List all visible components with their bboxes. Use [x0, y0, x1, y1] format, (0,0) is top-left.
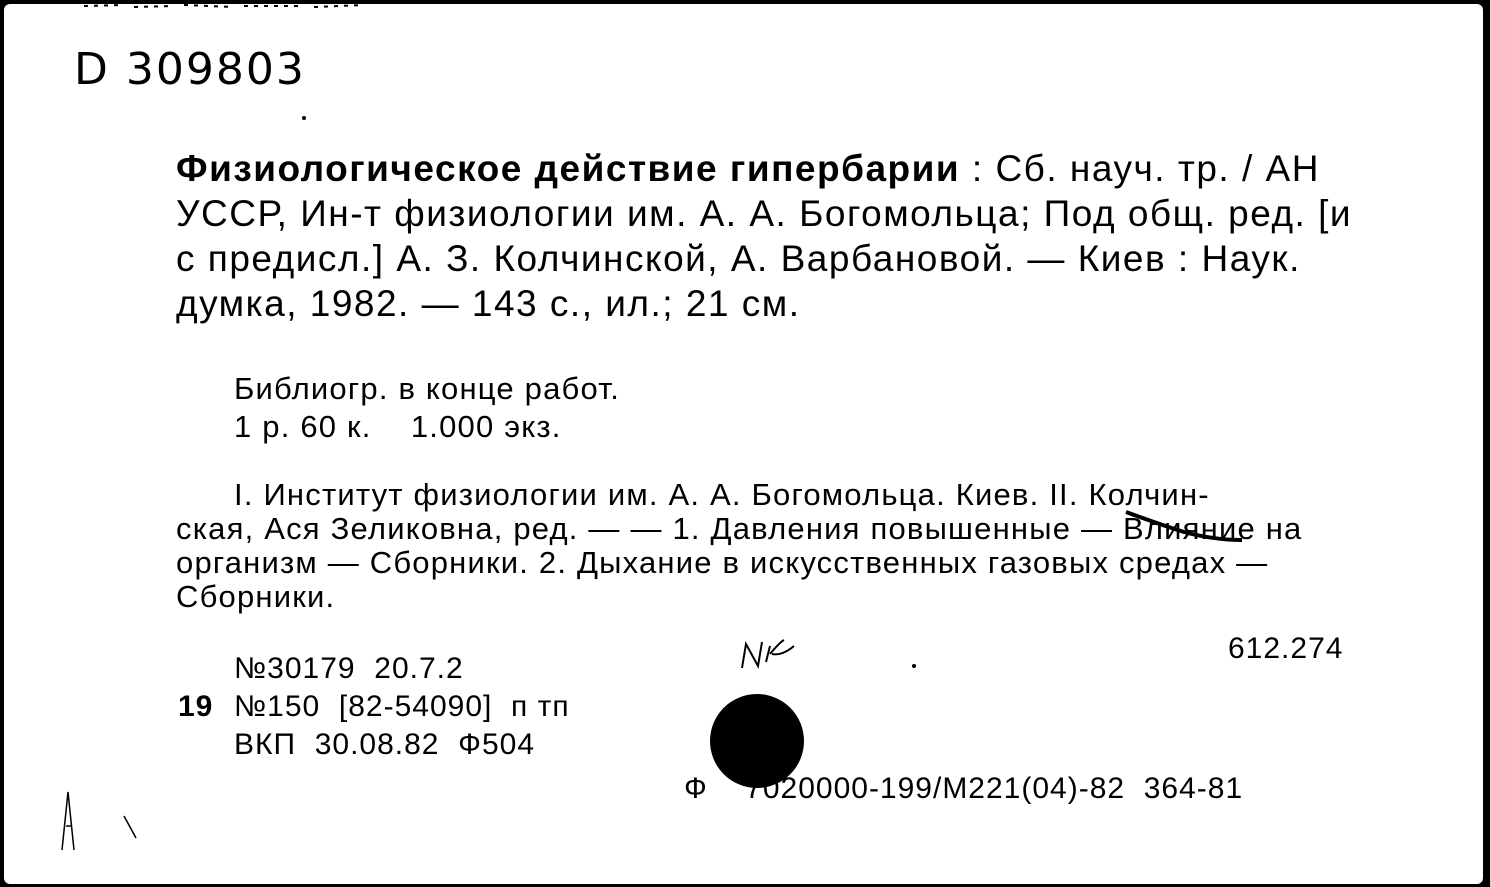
notes-block — [234, 370, 620, 446]
code-line-2-text: №150 [82-54090] п тп — [234, 690, 570, 723]
corner-pencil-marks — [44, 786, 154, 856]
ink-dot — [302, 116, 306, 120]
classification-code: Ф 7020000-199/М221(04)-82 364-81 — [684, 772, 1244, 805]
price-and-print-run: 1 р. 60 к. 1.000 экз. — [234, 409, 562, 444]
bibliography-note: Библиогр. в конце работ. — [234, 371, 621, 406]
bibliographic-description — [176, 146, 1356, 326]
ink-dot — [912, 664, 916, 668]
book-title: Физиологическое действие гипербарии — [176, 148, 961, 189]
tracing-first-line: I. Институт физиологии им. А. А. Богомольца. Киев. II. Колчин- — [234, 477, 1210, 512]
year-prefix: 19 — [178, 690, 214, 723]
code-line-1: №30179 20.7.2 — [234, 652, 464, 685]
top-edge-marks — [64, 2, 384, 14]
code-line-2 — [178, 688, 570, 726]
subject-tracings — [176, 478, 1356, 614]
handwritten-initials — [736, 632, 826, 676]
catalog-card — [4, 4, 1483, 884]
tracing-continuation: ская, Ася Зеликовна, ред. — — 1. Давления повышенные — Влияние на организм — Сборники. 2. Дыхание в искусственных газовых средах — Сборники. — [176, 511, 1303, 614]
registration-codes — [178, 650, 570, 764]
accession-number: D 309803 — [74, 44, 306, 95]
publication-details: : Сб. науч. тр. / АН УССР, Ин-т физиологии им. А. А. Богомольца; Под общ. ред. [и с предисл.] А. З. Колчинской, А. Варбановой. — Киев : Наук. думка, 1982. — 143 с., ил.; 21 см. — [176, 148, 1353, 324]
udc-index: 612.274 — [1228, 632, 1344, 665]
pen-stroke-mark — [1124, 506, 1244, 546]
code-line-3: ВКП 30.08.82 Ф504 — [234, 728, 536, 761]
